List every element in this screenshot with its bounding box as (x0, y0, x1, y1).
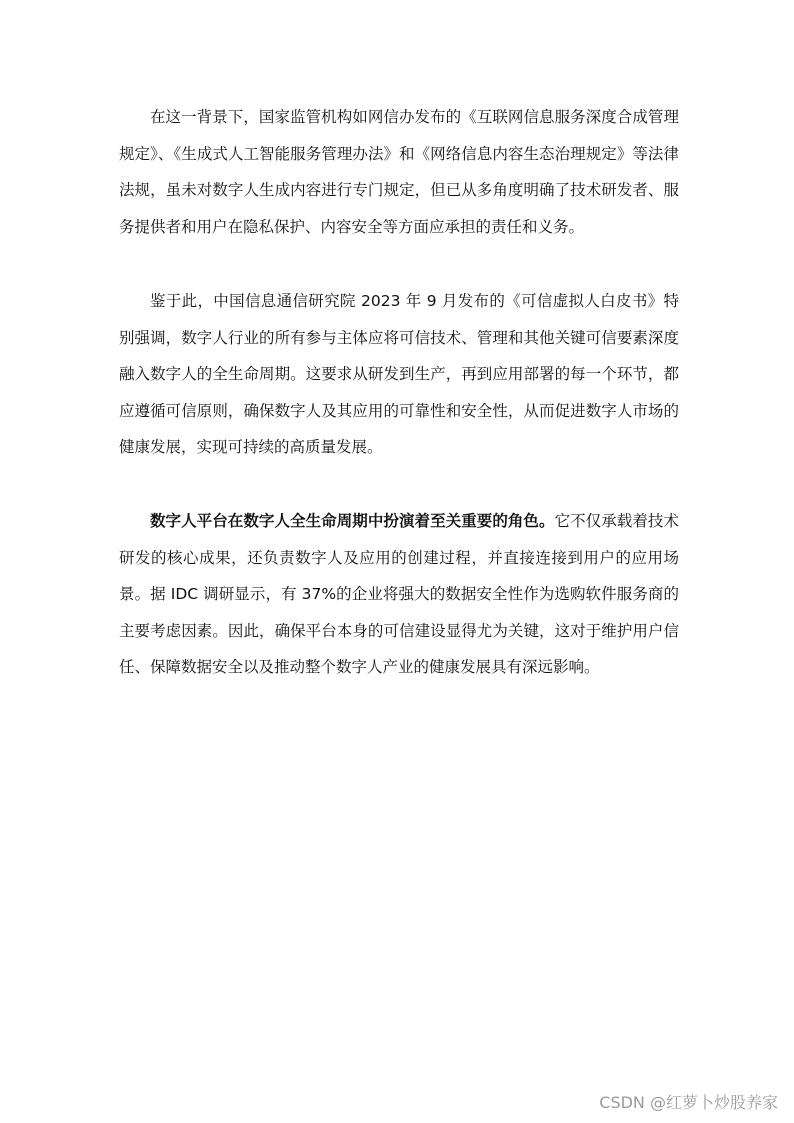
paragraph-trusted-virtual-human-whitepaper (119, 283, 679, 466)
csdn-watermark: CSDN @红萝卜炒股养家 (599, 1093, 778, 1112)
paragraph-text: 它不仅承载着技术研发的核心成果，还负责数字人及应用的创建过程，并直接连接到用户的应用场景。据 IDC 调研显示，有 37%的企业将强大的数据安全性作为选购软件服务商的主要考虑因素。因此，确保平台本身的可信建设显得尤为关键，这对于维护用户信任、保障数据安全以及推动整个数字人产业的健康发展具有深远影响。 (119, 512, 679, 676)
paragraph-text: 鉴于此，中国信息通信研究院 2023 年 9 月发布的《可信虚拟人白皮书》特别强调，数字人行业的所有参与主体应将可信技术、管理和其他关键可信要素深度融入数字人的全生命周期。这要求从研发到生产，再到应用部署的每一个环节，都应遵循可信原则，确保数字人及其应用的可靠性和安全性，从而促进数字人市场的健康发展，实现可持续的高质量发展。 (119, 292, 679, 456)
paragraph-bold-lead: 数字人平台在数字人全生命周期中扮演着至关重要的角色。 (150, 512, 555, 530)
paragraph-digital-human-platform (119, 503, 679, 686)
paragraph-text: 在这一背景下，国家监管机构如网信办发布的《互联网信息服务深度合成管理规定》、《生成式人工智能服务管理办法》和《网络信息内容生态治理规定》等法律法规，虽未对数字人生成内容进行专门规定，但已从多角度明确了技术研发者、服务提供者和用户在隐私保护、内容安全等方面应承担的责任和义务。 (119, 108, 679, 236)
paragraph-regulation-background (119, 99, 679, 245)
